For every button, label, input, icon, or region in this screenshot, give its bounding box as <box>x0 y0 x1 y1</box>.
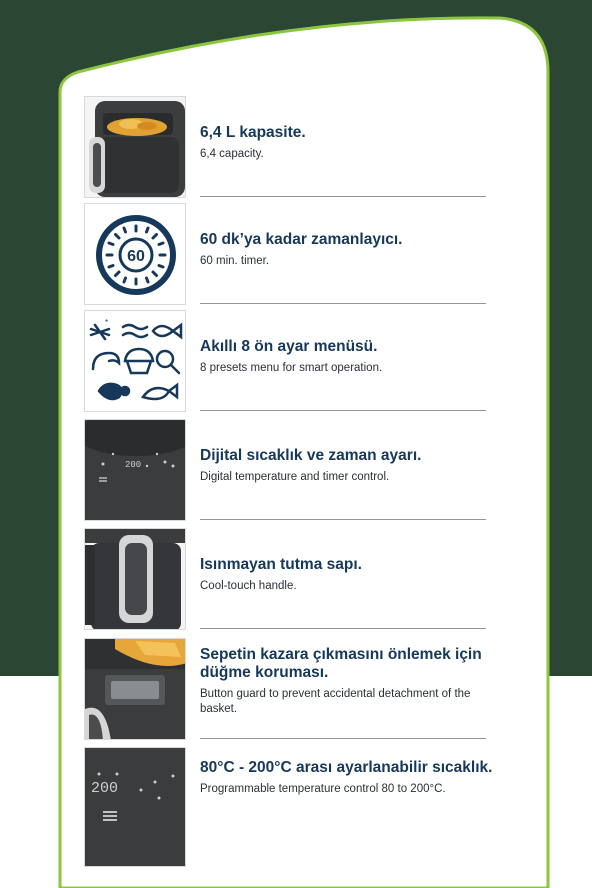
divider <box>200 196 486 197</box>
display-value: 200 <box>91 780 119 797</box>
svg-text:*: * <box>105 318 109 327</box>
temperature-control-icon <box>84 747 186 867</box>
feature-title: Isınmayan tutma sapı. <box>200 556 362 573</box>
divider <box>200 303 486 304</box>
feature-title: Dijital sıcaklık ve zaman ayarı. <box>200 447 422 464</box>
divider <box>200 628 486 629</box>
divider <box>200 410 486 411</box>
feature-item-button-guard <box>84 638 504 740</box>
feature-subtitle: Button guard to prevent accidental detachment of the basket. <box>200 688 471 715</box>
feature-subtitle: 60 min. timer. <box>200 255 270 267</box>
feature-title: 60 dk’ya kadar zamanlayıcı. <box>200 231 403 248</box>
divider <box>200 738 486 739</box>
digital-panel-icon <box>84 419 186 521</box>
display-value: 200 <box>125 460 142 470</box>
timer-label: 60 <box>127 248 145 265</box>
feature-item-temperature <box>84 747 504 849</box>
feature-title: 80°C - 200°C arası ayarlanabilir sıcaklık. <box>200 759 493 776</box>
feature-subtitle: Programmable temperature control 80 to 200°C. <box>200 783 446 795</box>
feature-subtitle: Cool-touch handle. <box>200 580 297 592</box>
timer-60-icon <box>84 203 186 305</box>
button-guard-icon <box>84 638 186 740</box>
feature-subtitle: 6,4 capacity. <box>200 148 264 160</box>
feature-title: Sepetin kazara çıkmasını önlemek için düğme koruması. <box>200 646 482 681</box>
feature-subtitle: 8 presets menu for smart operation. <box>200 362 383 374</box>
feature-item-timer <box>84 203 504 305</box>
preset-menu-icon <box>84 310 186 412</box>
feature-title: 6,4 L kapasite. <box>200 124 306 141</box>
feature-item-presets <box>84 310 504 412</box>
feature-item-digital-control <box>84 419 504 521</box>
air-fryer-capacity-icon <box>84 96 186 198</box>
feature-item-capacity <box>84 96 504 198</box>
feature-subtitle: Digital temperature and timer control. <box>200 471 390 483</box>
feature-title: Akıllı 8 ön ayar menüsü. <box>200 338 378 355</box>
divider <box>200 519 486 520</box>
feature-item-handle <box>84 528 504 630</box>
cool-touch-handle-icon <box>84 528 186 630</box>
